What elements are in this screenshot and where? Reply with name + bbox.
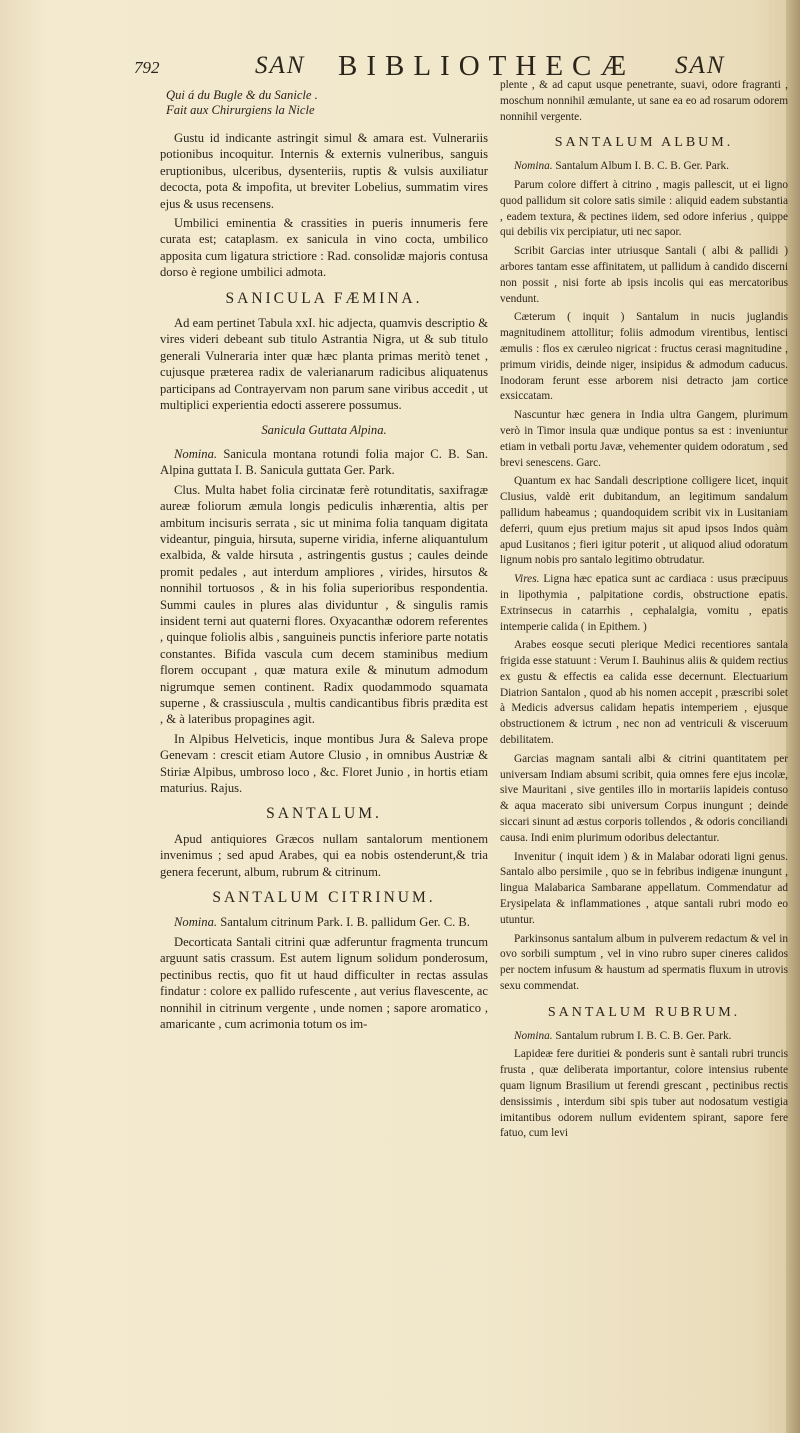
header-title: BIBLIOTHECÆ	[338, 50, 636, 82]
verse-lines	[166, 88, 488, 118]
paragraph	[160, 446, 488, 479]
paragraph-lead: Nomina.	[514, 1029, 553, 1042]
paragraph-text: Sanicula montana rotundi folia major C. B. San. Alpina guttata I. B. Sanicula guttata Ger. Park.	[160, 446, 488, 478]
paragraph: Arabes eosque secuti plerique Medici recentiores santala frigida esse statuunt : Verum I. Bauhinus aliis & quidem rectius ex gustu & effectis ea calida esse decernunt. Electuarium Diatrion Santalon , quod ab his nomen accepit , præscribi solet à Medicis adversus calidam hepatis intemperiem , ejusque obstructionem & ictrum , nec non ad ventriculi & visceruum debilitatem.	[500, 639, 788, 747]
paragraph: Apud antiquiores Græcos nullam santalorum mentionem invenimus ; sed apud Arabes, qui ea nobis ostenderunt,& tria genera fecerunt, album, rubrum & citrinum.	[160, 831, 488, 879]
header-right-word: SAN	[675, 52, 726, 79]
section-heading: SANTALUM.	[266, 805, 382, 823]
book-spine	[786, 0, 800, 1433]
paragraph	[500, 1029, 788, 1045]
left-column	[160, 78, 488, 1035]
paragraph	[500, 572, 788, 635]
paragraph-lead: Nomina.	[174, 446, 218, 461]
verse-line: Qui á du Bugle & du Sanicle .	[166, 88, 318, 102]
subsection-heading: Sanicula Guttata Alpina.	[261, 422, 387, 437]
paragraph: Ad eam pertinet Tabula xxI. hic adjecta, quamvis descriptio & vires videri debeant sub titulo Astrantia Nigra, ut & sub titulo generali Vulneraria inter quæ hæc planta primas meritò tenet , cujusque præterea radix de valerianarum radicibus aliquatenus participans ad Contrayervam non parum sane viribus accedit , ut multiplici experientia edocti asserere possumus.	[160, 316, 488, 413]
paragraph: Decorticata Santali citrini quæ adferuntur fragmenta truncum arguunt satis crassum. Est autem lignum solidum ponderosum, pectinibus rectis, quo fit ut haud difficulter in rectas assulas findatur : colore ex pallido rufescente , aut verius flavescente, ac nonnihil in citrinum vergente , unde nomen ; sapore aromatico , amaricante , cum acrimonia totum os im-	[160, 934, 488, 1031]
paragraph: Umbilici eminentia & crassities in pueris innumeris fere curata est; cataplasm. ex sanicula in vino cocta, umbilico apposita cum ligatura strictiore : Rad. consolidæ majoris contusa dorso è regione umbilici admota.	[160, 216, 488, 280]
paragraph: Lapideæ fere duritiei & ponderis sunt è santali rubri truncis frusta , quæ deliberata importantur, colore intensius rubente quam lignum Brasilium ut ferendi grescant , pectinibus rectis densissimis , interdum sibi spis tuber aut nodosatum vestigia imitantibus odorem nullum evidentem spirant, sapore fere fatuo, cum levi	[500, 1048, 788, 1140]
paragraph: In Alpibus Helveticis, inque montibus Jura & Saleva prope Genevam : crescit etiam Autore Clusio , in omnibus Austriæ & Stiriæ Alpibus, umbroso loco , &c. Floret Junio , in hortis etiam maturius. Rajus.	[160, 731, 488, 796]
paragraph	[160, 914, 488, 930]
page-number: 792	[134, 58, 160, 77]
paragraph-text: Santalum Album I. B. C. B. Ger. Park.	[552, 160, 729, 173]
paragraph: Cæterum ( inquit ) Santalum in nucis juglandis magnitudinem attollitur; foliis admodum virentibus, lentisci æmulis : flos ex cæruleo nigricat : fructus cerasi magnitudine , primum viridis, deinde niger, insipidus & admodum caducus. Inodoram ferunt esse arborem nisi detracto jam cortice exsiccatam.	[500, 311, 788, 403]
paragraph-lead: Nomina.	[514, 160, 553, 173]
paragraph: Garcias magnam santali albi & citrini quantitatem per universam Indiam absumi scribit, quia omnes fere ejus incolæ, sive Mauritani , sive gentiles illo in mortariis lapideis contuso & aqua macerato sibi universum Corpus inungunt ; deinde siccari sinunt ad æstus corporis tollendos , & odoris conciliandi causa. Indi enim plurimum odoribus delectantur.	[500, 752, 788, 844]
paragraph-lead: Nomina.	[174, 915, 218, 930]
paragraph-text: Santalum citrinum Park. I. B. pallidum Ger. C. B.	[217, 915, 470, 930]
paragraph: Nascuntur hæc genera in India ultra Gangem, plurimum verò in Timor insula quæ undique pontus sa est : inveniuntur etiam in vetbali portu Javæ, vehementer quidem odoratum , sed brevi senescens. Garc.	[500, 409, 788, 469]
verse-line: Fait aux Chirurgiens la Nicle	[166, 103, 315, 117]
paragraph: Parum colore differt à citrino , magis pallescit, ut ei ligno quod pallidum sit colore satis simile : aliquid eadem substantia , eadem textura, & pectines iidem, sed odore inferius , quippe qui debilis vix percipiatur, uti nec sapor.	[500, 178, 788, 239]
paragraph: Scribit Garcias inter utriusque Santali ( albi & pallidi ) arbores tantam esse affinitatem, ut pallidum à candido discerni non possit , nisi forte ab ipsis incolis qui eas mercatoribus vendunt.	[500, 245, 788, 305]
paragraph-text: Ligna hæc epatica sunt ac cardiaca : usus præcipuus in lipothymia , palpitatione cordis, obstructione epatis. Extrinsecus in catarrhis , cephalalgia, vomitu , epatis intemperie calida ( in Epithem. )	[500, 573, 788, 633]
section-heading: SANTALUM RUBRUM.	[547, 1004, 741, 1020]
paragraph: Clus. Multa habet folia circinatæ ferè rotunditatis, saxifragæ aureæ foliorum æmula longis pediculis inhærentia, altis per ambitum incisuris serrata , sic ut minima folia tanquam digitata videantur, pinguia, hirsuta, superne viridia, inferne aliquantulum exalbida, & valde hirsuta , astringentis gustus ; caules deinde promit pedales , aut interdum ampliores , virides, hirsutos & nonnihil tortuosos , & in his folia superioribus respondentia. Summi caules in plures alas dividuntur , & singulis ramis insident terni aut quaterni flores. Oxyacanthæ odorem referentes , quinque foliolis albis , sanguineis punctis inferiore parte notatis constantes. Bifida vascula cum decem staminibus medium florem occupant , quæ matura exile & minutum admodum nigrumque semen continent. Radix quodammodo squamata superne , & crassiuscula , multis candicantibus fibris prædita est , & à lateribus propagines agit.	[160, 482, 488, 727]
paragraph: Quantum ex hac Sandali descriptione colligere licet, inquit Clusius, valdè erit dubitandum, an legitimum sandalum pallidum habeamus ; quandoquidem scribit vix in Lusitaniam deferri, quum ejus pretium majus sit apud ipsos Indos quàm apud Lusitanos ; fieri igitur poterit , ut aliquod aliud odoratum lignum nobis pro santalo legitimo obtrudatur.	[500, 475, 788, 567]
paragraph: Parkinsonus santalum album in pulverem redactum & vel in ovo sorbili sumptum , vel in vino rubro super cineres calidos per noctem infusum & haustum ad spermatis fluxum in utrovis sexu commendat.	[500, 932, 788, 993]
header-left-word: SAN	[255, 52, 306, 79]
paragraph-lead: Vires.	[514, 573, 540, 586]
paragraph	[500, 159, 788, 175]
paragraph: Gustu id indicante astringit simul & amara est. Vulnerariis potionibus incoquitur. Internis & externis vulneribus, sanguis eruptionibus, ulceribus, dysenteriis, ruptis & vulsis auxiliatur decocta, pota & impofita, ut breviter Lobelius, summatim vires ejus & usus recensens.	[160, 131, 488, 211]
paragraph: Invenitur ( inquit idem ) & in Malabar odorati ligni genus. Santalo albo persimile , quo se in febribus indigenæ inungunt , lingua Malabarica Sambarane appellatum. Commendatur ad Erysipelata & inflammationes , atque santali rubri modo eo utuntur.	[500, 850, 788, 926]
right-column	[500, 78, 788, 1145]
paragraph: plente , & ad caput usque penetrante, suavi, odore fragranti , moschum nonnihil æmulante, ut sane ea eo ad rosarum odorem nonnihil vergente.	[500, 79, 788, 123]
paragraph-text: Santalum rubrum I. B. C. B. Ger. Park.	[552, 1029, 732, 1042]
section-heading: SANTALUM ALBUM.	[554, 135, 734, 151]
section-heading: SANICULA FÆMINA.	[225, 289, 423, 307]
section-heading: SANTALUM CITRINUM.	[212, 889, 436, 907]
